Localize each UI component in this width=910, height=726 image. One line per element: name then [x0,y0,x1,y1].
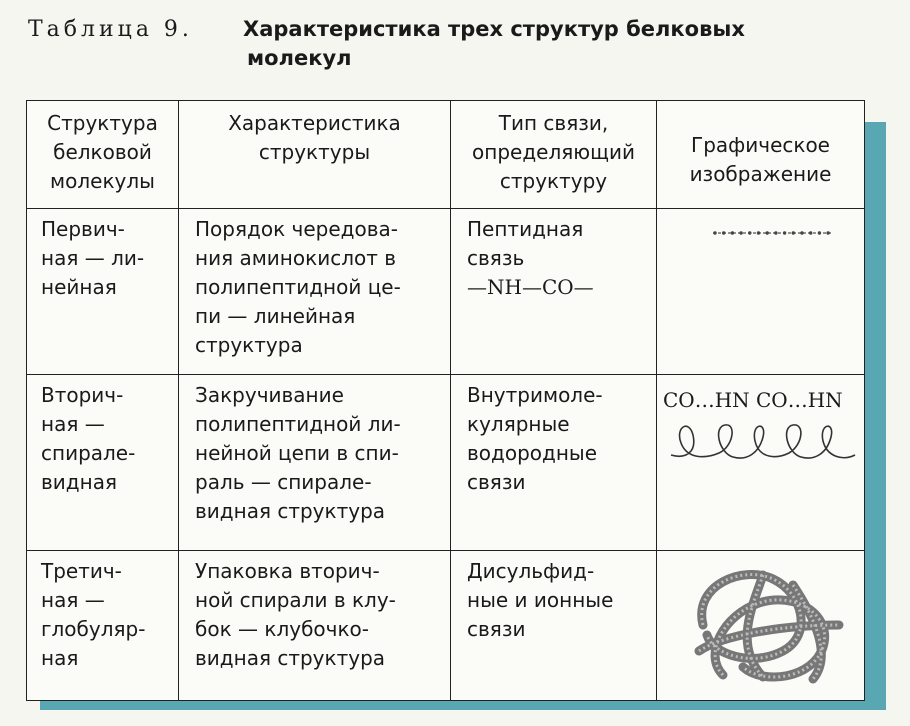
cell-description: Порядок чередова- ния аминокислот в полипептидной це- пи — линейная структура [179,209,451,375]
cell-bond-type: Внутримоле- кулярные водородные связи [451,375,657,551]
header-row [27,101,865,209]
chain-residue [809,231,812,234]
cell-graphic [657,209,865,375]
table-title-line2: молекул [247,46,352,70]
table-number: Таблица 9. [28,17,193,42]
globule-graphic [663,555,859,691]
chain-graphic [663,213,859,273]
chain-residue [739,231,742,234]
cell-description: Закручивание полипептидной ли- нейной цепи в спи- раль — спирале- видная структура [179,375,451,551]
chain-residue [731,231,734,234]
helix-graphic [663,413,859,483]
chain-residue [800,231,803,234]
chain-residue [757,231,760,234]
cell-graphic [657,375,865,551]
header-graphic: Графическое изображение [657,101,865,209]
peptide-formula: —NH—CO— [467,275,594,299]
table-title: Характеристика трех структур белковых [243,17,745,41]
header-bond-type: Тип связи, определяющий структуру [451,101,657,209]
chain-residue [722,231,725,234]
cell-structure: Вторич- ная — спирале- видная [27,375,179,551]
protein-structures-table [26,100,865,701]
table-row [27,209,865,375]
table-row [27,551,865,701]
cell-structure: Третич- ная — глобуляр- ная [27,551,179,701]
chain-residue [774,231,777,234]
chain-residue [713,231,716,234]
chain-residue [818,231,821,234]
table-caption [28,14,898,45]
chain-residue [766,231,769,234]
cell-bond-type: Дисульфид- ные и ионные связи [451,551,657,701]
cell-graphic [657,551,865,701]
chain-residue [826,231,829,234]
table-row [27,375,865,551]
cell-description: Упаковка вторич- ной спирали в клу- бок — клубочко- видная структура [179,551,451,701]
hydrogen-bond-label: CO…HN CO…HN [663,388,843,412]
header-characteristic: Характеристика структуры [179,101,451,209]
bond-type-text: Пептидная связь [467,217,584,270]
header-structure: Структура белковой молекулы [27,101,179,209]
cell-structure: Первич- ная — ли- нейная [27,209,179,375]
chain-residue [783,231,786,234]
chain-residue [748,231,751,234]
chain-residue [792,231,795,234]
cell-bond-type [451,209,657,375]
